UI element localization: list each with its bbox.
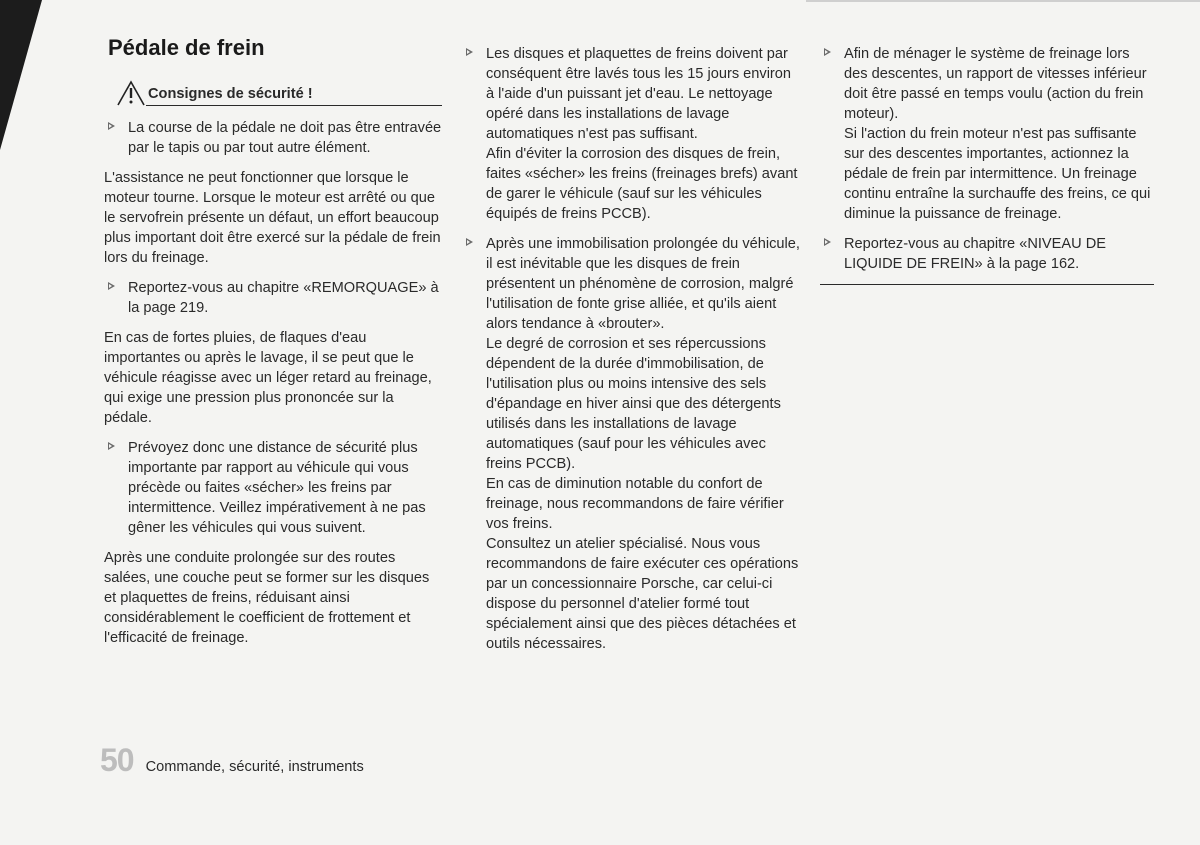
bullet-text: En cas de diminution notable du confort de freinage, nous recommandons de faire vérifier vos freins. xyxy=(486,476,784,532)
bullet-text: Afin de ménager le système de freinage lors des descentes, un rapport de vitesses inférieur doit être passé en temps voulu (action du frein moteur). xyxy=(844,46,1147,122)
safety-warning-header xyxy=(116,80,442,106)
bullet-text: Prévoyez donc une distance de sécurité plus importante par rapport au véhicule qui vous précède ou faites «sécher» les freins par intermittence. Veillez impérativement à ne pas gêner les véhicules qui vous suivent. xyxy=(128,440,426,536)
bullet-item xyxy=(462,44,802,224)
bullet-item xyxy=(104,438,442,538)
bullet-text: Afin d'éviter la corrosion des disques de frein, faites «sécher» les freins (freinages brefs) avant de garer le véhicule (sauf sur les véhicules équipés de freins PCCB). xyxy=(486,146,798,222)
warning-label: Consignes de sécurité ! xyxy=(146,84,442,106)
bullet-arrow-icon xyxy=(824,48,831,56)
bullet-item xyxy=(104,278,442,318)
column-left xyxy=(104,35,442,658)
bullet-text: Les disques et plaquettes de freins doivent par conséquent être lavés tous les 15 jours environ à l'aide d'un puissant jet d'eau. Le nettoyage opéré dans les installations de lavage automatiques n'est pas suffisant. xyxy=(486,46,792,142)
page-title: Pédale de frein xyxy=(108,35,265,60)
bullet-arrow-icon xyxy=(466,238,473,246)
bullet-arrow-icon xyxy=(824,238,831,246)
bullet-text: Le degré de corrosion et ses répercussions dépendent de la durée d'immobilisation, de l'utilisation plus ou moins intensive des sels d'épandage en hiver ainsi que des détergents utilisés dans les installations de lavage automatiques (sauf pour les véhicules avec freins PCCB). xyxy=(486,336,781,472)
bullet-item xyxy=(462,234,802,654)
bullet-item xyxy=(820,234,1156,274)
bullet-text: Si l'action du frein moteur n'est pas suffisante sur des descentes importantes, actionnez la pédale de frein par intermittence. Un freinage continu entraîne la surchauffe des freins, ce qui diminue la puissance de freinage. xyxy=(844,126,1151,222)
bullet-text: Reportez-vous au chapitre «REMORQUAGE» à la page 219. xyxy=(128,280,439,316)
bullet-item xyxy=(104,118,442,158)
page-footer xyxy=(100,742,364,779)
bullet-arrow-icon xyxy=(108,282,115,290)
section-label: Commande, sécurité, instruments xyxy=(145,759,364,775)
bullet-text: La course de la pédale ne doit pas être entravée par le tapis ou par tout autre élément. xyxy=(128,120,442,156)
bullet-arrow-icon xyxy=(108,442,115,450)
paragraph: Après une conduite prolongée sur des routes salées, une couche peut se former sur les disques et plaquettes de freins, réduisant ainsi considérablement le coefficient de frottement et l'efficacité de freinage. xyxy=(104,550,430,646)
column-middle xyxy=(462,44,802,664)
scan-corner-mark xyxy=(0,0,42,150)
bullet-text: Reportez-vous au chapitre «NIVEAU DE LIQUIDE DE FREIN» à la page 162. xyxy=(844,236,1106,272)
bullet-text: Après une immobilisation prolongée du véhicule, il est inévitable que les disques de frein présentent un phénomène de corrosion, malgré l'utilisation de fonte grise alliée, et qu'ils aient alors tendance à «brouter». xyxy=(486,236,800,332)
paragraph: L'assistance ne peut fonctionner que lorsque le moteur tourne. Lorsque le moteur est arrêté ou que le servofrein présente un défaut, un effort beaucoup plus important doit être exercé sur la pédale de frein lors du freinage. xyxy=(104,170,441,266)
warning-triangle-icon xyxy=(116,80,146,106)
bullet-text: Consultez un atelier spécialisé. Nous vous recommandons de faire exécuter ces opérations par un concessionnaire Porsche, car celui-ci dispose du personnel d'atelier formé tout spécialement ainsi que des pièces détachées et outils nécessaires. xyxy=(486,536,799,652)
column-right xyxy=(820,44,1156,285)
page-edge-line xyxy=(806,0,1200,2)
page-number: 50 xyxy=(100,742,134,778)
paragraph: En cas de fortes pluies, de flaques d'eau importantes ou après le lavage, il se peut que le véhicule réagisse avec un léger retard au freinage, qui exige une pression plus prononcée sur la pédale. xyxy=(104,330,432,426)
bullet-arrow-icon xyxy=(466,48,473,56)
bullet-arrow-icon xyxy=(108,122,115,130)
section-end-rule xyxy=(820,284,1154,285)
bullet-item xyxy=(820,44,1156,224)
